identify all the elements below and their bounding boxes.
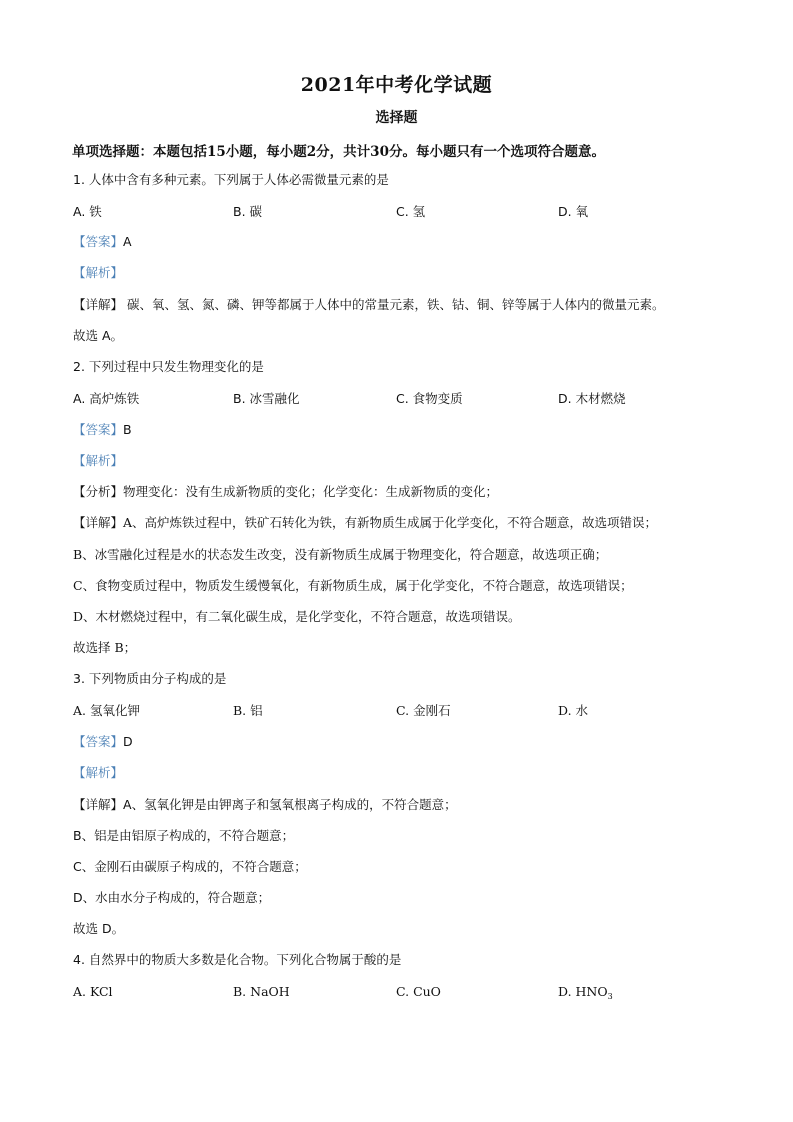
q3-conclusion: 故选 D。: [73, 921, 125, 936]
q3-option-b: B. 铝: [233, 703, 263, 718]
q2-fenxi: 【分析】物理变化：没有生成新物质的变化；化学变化：生成新物质的变化；: [73, 484, 499, 499]
q3-analysis-tag: 【解析】: [73, 765, 124, 780]
q2-detail-b: B、冰雪融化过程是水的状态发生改变，没有新物质生成属于物理变化，符合题意，故选项正确；: [73, 547, 608, 562]
q3-option-c: C. 金刚石: [396, 703, 451, 718]
q3-detail: 【详解】A、氢氧化钾是由钾离子和氢氧根离子构成的，不符合题意；: [73, 797, 457, 812]
page-title: 2021年中考化学试题: [300, 74, 493, 96]
q3-detail-b: B、铝是由铝原子构成的，不符合题意；: [73, 828, 295, 843]
question-2-stem: 2. 下列过程中只发生物理变化的是: [73, 359, 264, 374]
q3-option-d: D. 水: [558, 703, 589, 718]
section-instruction: 单项选择题：本题包括15小题，每小题2分，共计30分。每小题只有一个选项符合题意。: [72, 144, 605, 160]
q4-option-d: D. $HNO_3$: [558, 984, 613, 1001]
q3-detail-d: D、水由水分子构成的，符合题意；: [73, 890, 271, 905]
q1-option-d: D. 氧: [558, 204, 589, 219]
q1-answer: [73, 233, 132, 251]
q4-option-a: A. KCl: [73, 984, 113, 999]
q2-detail: 【详解】A、高炉炼铁过程中，铁矿石转化为铁，有新物质生成属于化学变化，不符合题意，故选项错误；: [73, 515, 658, 530]
section-title: 选择题: [375, 110, 418, 126]
q3-option-a: A. 氢氧化钾: [73, 703, 140, 718]
q1-analysis-tag: 【解析】: [73, 265, 124, 280]
q1-detail: 【详解】 碳、氧、氢、氮、磷、钾等都属于人体中的常量元素，铁、钴、铜、锌等属于人体内的微量元素。: [73, 297, 665, 312]
q1-conclusion: 故选 A。: [73, 328, 124, 343]
q2-option-d: D. 木材燃烧: [558, 391, 626, 406]
question-3-stem: 3. 下列物质由分子构成的是: [73, 671, 227, 686]
q1-option-b: B. 碳: [233, 204, 263, 219]
q2-option-b: B. 冰雪融化: [233, 391, 300, 406]
q2-answer: 【答案】B: [73, 422, 132, 437]
q2-conclusion: 故选择 B；: [73, 640, 137, 655]
q2-option-c: C. 食物变质: [396, 391, 463, 406]
q4-option-c: C. CuO: [396, 984, 441, 999]
q3-detail-c: C、金刚石由碳原子构成的，不符合题意；: [73, 859, 307, 874]
question-1-stem: 1. 人体中含有多种元素。下列属于人体必需微量元素的是: [73, 172, 389, 187]
q2-option-a: A. 高炉炼铁: [73, 391, 140, 406]
question-4-stem: 4. 自然界中的物质大多数是化合物。下列化合物属于酸的是: [73, 952, 402, 967]
answer-tag: 【答案】: [73, 234, 124, 249]
q2-detail-d: D、木材燃烧过程中，有二氧化碳生成，是化学变化，不符合题意，故选项错误。: [73, 609, 521, 624]
q1-option-a: A. 铁: [73, 204, 102, 219]
q2-analysis-tag: 【解析】: [73, 453, 124, 468]
answer-value: A: [123, 234, 132, 249]
q3-answer: 【答案】D: [73, 734, 133, 749]
q2-detail-c: C、食物变质过程中，物质发生缓慢氧化，有新物质生成，属于化学变化，不符合题意，故选项错误；: [73, 578, 633, 593]
q1-option-c: C. 氢: [396, 204, 426, 219]
q4-option-b: B. NaOH: [233, 984, 290, 999]
